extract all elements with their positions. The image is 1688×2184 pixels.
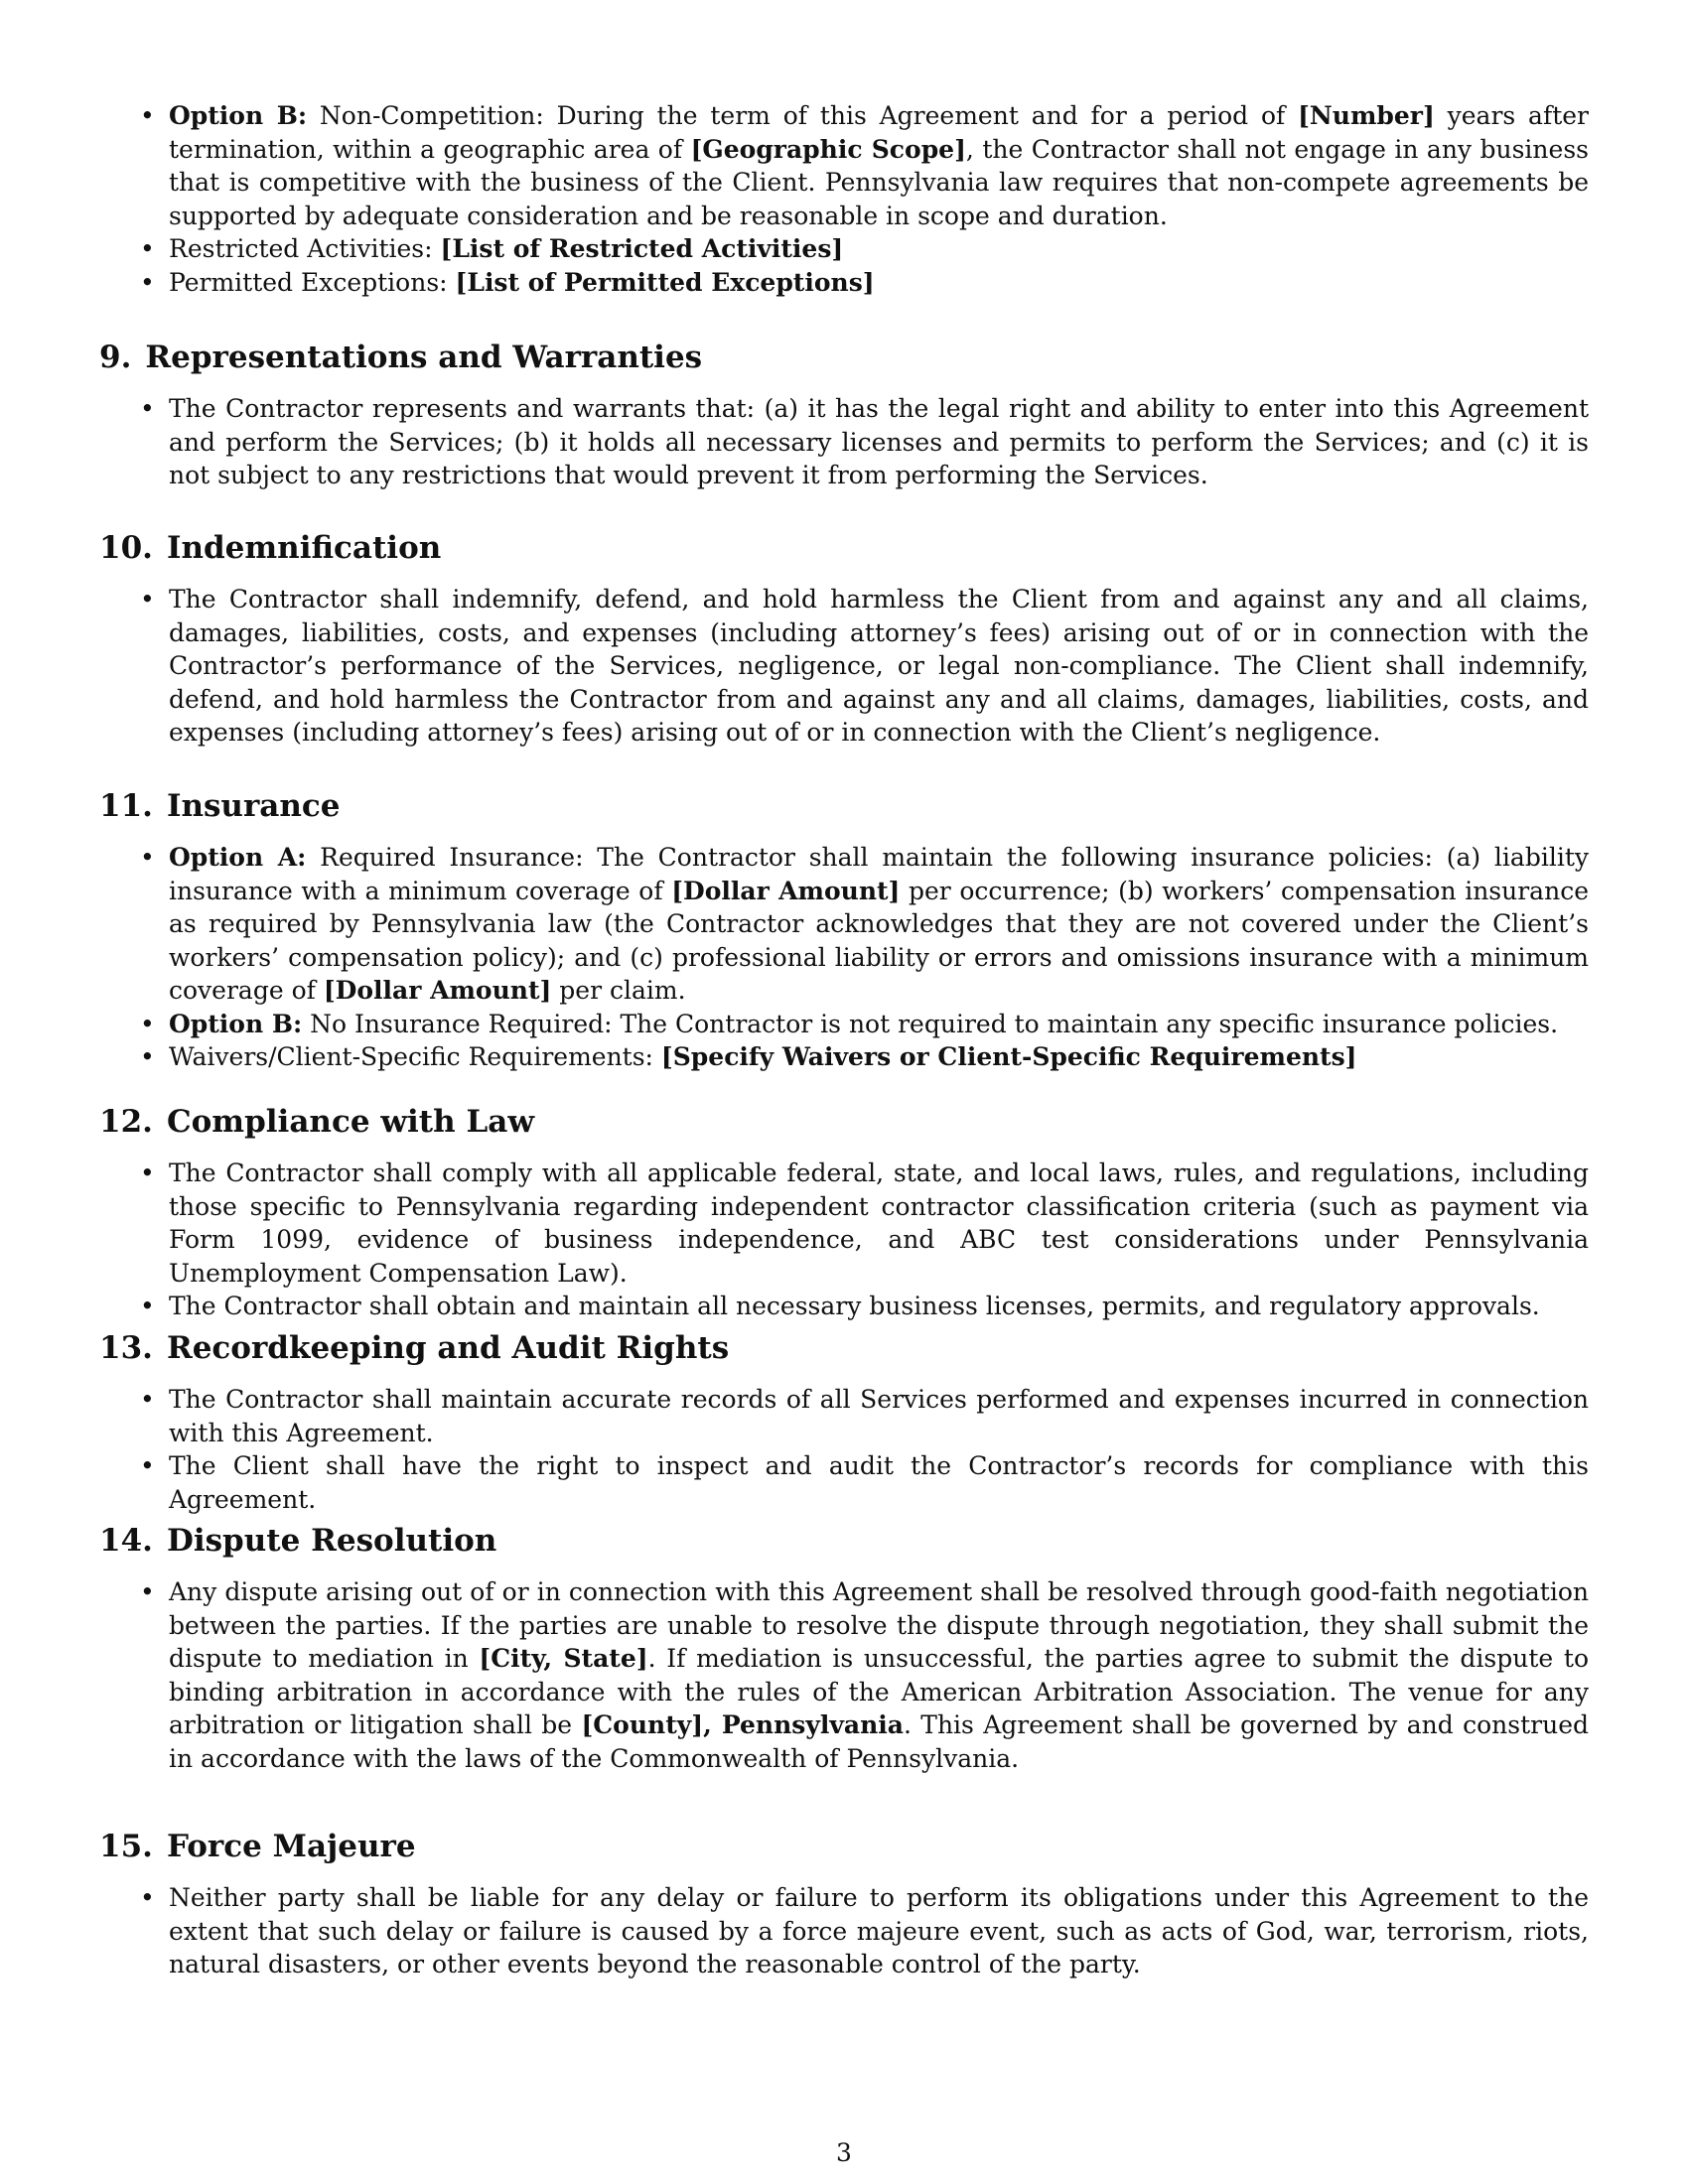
document-page — [99, 0, 1589, 2184]
clause-text: Non-Competition: During the term of this Agreement and for a period of — [307, 101, 1299, 130]
indemnification-list — [99, 583, 1589, 750]
section-title: Recordkeeping and Audit Rights — [166, 1330, 730, 1366]
force-majeure-list — [99, 1881, 1589, 1981]
placeholder-number: [Number] — [1298, 101, 1435, 130]
list-item-restricted-activities — [99, 232, 1589, 266]
section-number: 10. — [99, 530, 153, 566]
placeholder-waivers: [Specify Waivers or Client-Specific Requirements] — [660, 1042, 1357, 1071]
section-number: 11. — [99, 788, 153, 824]
placeholder-county: [County], Pennsylvania — [581, 1710, 904, 1739]
section-heading-force-majeure — [99, 1827, 416, 1866]
list-item-option-b-insurance — [99, 1008, 1589, 1041]
page-number: 3 — [836, 2138, 852, 2167]
section-title: Insurance — [166, 788, 341, 824]
clause-text: years after termination, within a geographic area of — [169, 101, 1590, 164]
clause-text: Permitted Exceptions: — [169, 267, 456, 297]
section-title: Indemnification — [166, 530, 442, 566]
representations-list — [99, 392, 1589, 492]
clause-text: per claim. — [551, 976, 686, 1005]
clause-text: Required Insurance: The Contractor shall maintain the following insurance policies: (a) liability insurance with a minimum coverage of — [169, 843, 1589, 905]
option-label: Option B: — [169, 1009, 303, 1038]
section-number: 13. — [99, 1330, 153, 1366]
section-heading-compliance — [99, 1102, 534, 1142]
placeholder-permitted-exceptions: [List of Permitted Exceptions] — [455, 267, 875, 297]
list-item: • The Contractor shall obtain and maintain all necessary business licenses, permits, and regulatory approvals. — [99, 1290, 1589, 1323]
section-title: Compliance with Law — [166, 1104, 535, 1140]
list-item: • The Contractor shall indemnify, defend, and hold harmless the Client from and against any and all claims, damages, liabilities, costs, and expenses (including attorney’s fees) arising out of or in connection with the Contractor’s performance of the Services, negligence, or legal non-compliance. The Client shall indemnify, defend, and hold harmless the Contractor from and against any and all claims, damages, liabilities, costs, and expenses (including attorney’s fees) arising out of or in connection with the Client’s negligence. — [99, 583, 1589, 750]
compliance-list — [99, 1157, 1589, 1323]
list-item: • The Contractor shall comply with all applicable federal, state, and local laws, rules, and regulations, including those specific to Pennsylvania regarding independent contractor classification criteria (such as payment via Form 1099, evidence of business independence, and ABC test considerations under Pennsylvania Unemployment Compensation Law). — [99, 1157, 1589, 1290]
list-item-option-b-non-competition — [99, 99, 1589, 232]
placeholder-city-state: [City, State] — [479, 1644, 648, 1673]
section-heading-indemnification — [99, 528, 441, 568]
insurance-list — [99, 841, 1589, 1074]
clause-text: . This Agreement shall be governed by and construed in accordance with the laws of the Commonwealth of Pennsylvania. — [169, 1710, 1589, 1773]
placeholder-dollar-amount: [Dollar Amount] — [323, 976, 552, 1005]
option-label: Option A: — [169, 843, 307, 872]
section-title: Dispute Resolution — [166, 1523, 497, 1559]
section-title: Representations and Warranties — [145, 340, 703, 375]
section-heading-representations — [99, 338, 702, 377]
clause-text: Waivers/Client-Specific Requirements: — [169, 1042, 661, 1071]
section-heading-insurance — [99, 786, 341, 826]
section-number: 14. — [99, 1523, 153, 1559]
section-heading-dispute-resolution — [99, 1521, 496, 1561]
placeholder-dollar-amount: [Dollar Amount] — [671, 876, 901, 905]
section-number: 9. — [99, 340, 132, 375]
placeholder-geographic-scope: [Geographic Scope] — [690, 134, 966, 164]
section-heading-recordkeeping — [99, 1328, 729, 1368]
list-item-permitted-exceptions — [99, 266, 1589, 300]
non-competition-list — [99, 99, 1589, 299]
list-item: • The Contractor shall maintain accurate records of all Services performed and expenses incurred in connection with this Agreement. — [99, 1383, 1589, 1449]
clause-text: . If mediation is unsuccessful, the parties agree to submit the dispute to binding arbitration in accordance with the rules of the American Arbitration Association. The venue for any arbitration or litigation shall be — [169, 1644, 1590, 1739]
list-item: • Neither party shall be liable for any delay or failure to perform its obligations under this Agreement to the extent that such delay or failure is caused by a force majeure event, such as acts of God, war, terrorism, riots, natural disasters, or other events beyond the reasonable control of the party. — [99, 1881, 1589, 1981]
list-item: • The Client shall have the right to inspect and audit the Contractor’s records for compliance with this Agreement. — [99, 1449, 1589, 1516]
option-label: Option B: — [169, 101, 308, 130]
clause-text: , the Contractor shall not engage in any business that is competitive with the business of the Client. Pennsylvania law requires that non-compete agreements be supported by adequate consideration and be reasonable in scope and duration. — [169, 134, 1589, 230]
list-item-waivers — [99, 1040, 1589, 1074]
list-item: • The Contractor represents and warrants that: (a) it has the legal right and ability to enter into this Agreement and perform the Services; (b) it holds all necessary licenses and permits to perform the Services; and (c) it is not subject to any restrictions that would prevent it from performing the Services. — [99, 392, 1589, 492]
clause-text: per occurrence; (b) workers’ compensation insurance as required by Pennsylvania law (the Contractor acknowledges that they are not covered under the Client’s workers’ compensation policy); and (c) professional liability or errors and omissions insurance with a minimum coverage of — [169, 876, 1589, 1005]
section-number: 15. — [99, 1829, 153, 1864]
list-item-option-a-insurance — [99, 841, 1589, 1008]
clause-text: No Insurance Required: The Contractor is not required to maintain any specific insurance policies. — [302, 1009, 1559, 1038]
section-title: Force Majeure — [166, 1829, 416, 1864]
clause-text: Any dispute arising out of or in connection with this Agreement shall be resolved through good-faith negotiation between the parties. If the parties are unable to resolve the dispute through negotiation, they shall submit the dispute to mediation in — [169, 1577, 1589, 1673]
clause-text: Restricted Activities: — [169, 234, 441, 263]
recordkeeping-list — [99, 1383, 1589, 1516]
list-item-dispute — [99, 1575, 1589, 1775]
placeholder-restricted-activities: [List of Restricted Activities] — [440, 234, 844, 263]
section-number: 12. — [99, 1104, 153, 1140]
dispute-resolution-list — [99, 1575, 1589, 1775]
